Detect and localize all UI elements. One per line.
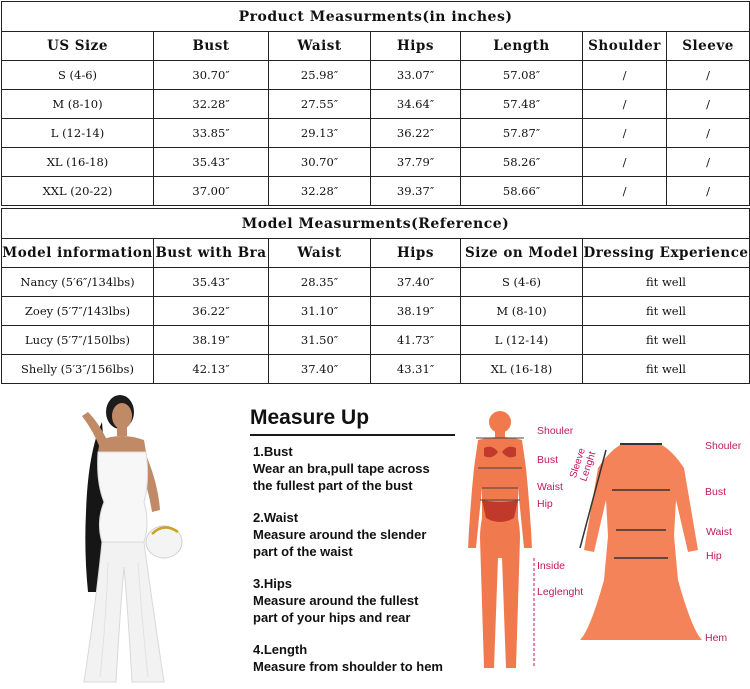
step-line: Measure around the slender — [253, 527, 427, 542]
step-waist — [253, 509, 426, 560]
column-header: US Size — [2, 32, 154, 61]
table-cell: fit well — [583, 268, 750, 297]
table-cell: 57.48″ — [461, 90, 583, 119]
dress-label-hip: Hip — [706, 550, 722, 562]
table-row — [2, 119, 750, 148]
table-row — [2, 297, 750, 326]
table-cell: 37.40″ — [371, 268, 461, 297]
body-figure-icon — [460, 408, 540, 678]
table-cell: Zoey (5′7″/143lbs) — [2, 297, 154, 326]
model-photo — [48, 392, 198, 687]
table-cell: 30.70″ — [154, 61, 269, 90]
step-heading: 4.Length — [253, 642, 308, 657]
table-cell: 33.85″ — [154, 119, 269, 148]
table-cell: 38.19″ — [154, 326, 269, 355]
table-cell: 35.43″ — [154, 148, 269, 177]
step-length — [253, 641, 443, 675]
table-cell: 31.10″ — [269, 297, 371, 326]
column-header: Waist — [269, 32, 371, 61]
table-cell: / — [583, 119, 667, 148]
body-label-inside: Inside — [537, 560, 566, 572]
table-row — [2, 326, 750, 355]
table-row — [2, 177, 750, 206]
body-label-shoulder: Shouler — [537, 425, 574, 437]
table-cell: XL (16-18) — [2, 148, 154, 177]
column-header: Hips — [371, 32, 461, 61]
dress-label-waist: Waist — [706, 526, 732, 538]
column-header: Size on Model — [461, 239, 583, 268]
dress-label-shoulder: Shouler — [705, 440, 742, 452]
table-cell: 36.22″ — [154, 297, 269, 326]
column-header: Hips — [371, 239, 461, 268]
table-cell: 43.31″ — [371, 355, 461, 384]
step-hips — [253, 575, 418, 626]
column-header: Model information — [2, 239, 154, 268]
body-label-hip: Hip — [537, 498, 553, 510]
table-cell: 36.22″ — [371, 119, 461, 148]
column-header: Bust — [154, 32, 269, 61]
table-cell: 25.98″ — [269, 61, 371, 90]
table-cell: 32.28″ — [154, 90, 269, 119]
table-cell: 58.26″ — [461, 148, 583, 177]
model-measurements-table — [1, 208, 750, 384]
table-row — [2, 148, 750, 177]
model-header-row — [2, 239, 750, 268]
table-cell: 31.50″ — [269, 326, 371, 355]
step-bust — [253, 443, 430, 494]
table-cell: L (12-14) — [2, 119, 154, 148]
table-cell: / — [583, 177, 667, 206]
dress-label-bust: Bust — [705, 486, 727, 498]
table-cell: 57.87″ — [461, 119, 583, 148]
table-cell: fit well — [583, 326, 750, 355]
product-table-title: Product Measurments(in inches) — [2, 2, 750, 32]
table-cell: M (8-10) — [461, 297, 583, 326]
table-cell: fit well — [583, 355, 750, 384]
step-line: Wear an bra,pull tape across — [253, 461, 430, 476]
table-cell: M (8-10) — [2, 90, 154, 119]
body-label-bust: Bust — [537, 454, 559, 466]
table-row — [2, 61, 750, 90]
column-header: Length — [461, 32, 583, 61]
table-cell: 37.79″ — [371, 148, 461, 177]
step-heading: 3.Hips — [253, 576, 293, 591]
column-header: Waist — [269, 239, 371, 268]
table-cell: / — [667, 177, 750, 206]
title-underline — [250, 434, 455, 436]
model-table-title: Model Measurments(Reference) — [2, 209, 750, 239]
table-cell: S (4-6) — [2, 61, 154, 90]
step-line: Measure from shoulder to hem — [253, 659, 443, 674]
table-cell: XXL (20-22) — [2, 177, 154, 206]
table-cell: Nancy (5′6″/134lbs) — [2, 268, 154, 297]
table-cell: 29.13″ — [269, 119, 371, 148]
step-line: Measure around the fullest — [253, 593, 419, 608]
step-line: part of the waist — [253, 544, 353, 559]
table-cell: 30.70″ — [269, 148, 371, 177]
table-cell: 38.19″ — [371, 297, 461, 326]
table-cell: S (4-6) — [461, 268, 583, 297]
step-line: part of your hips and rear — [253, 610, 411, 625]
dress-label-sleeve: Sleeve Lenght — [568, 446, 599, 483]
table-row — [2, 90, 750, 119]
table-cell: / — [583, 61, 667, 90]
table-cell: 33.07″ — [371, 61, 461, 90]
table-cell: 37.00″ — [154, 177, 269, 206]
column-header: Shoulder — [583, 32, 667, 61]
step-heading: 2.Waist — [253, 510, 299, 525]
measure-up-title: Measure Up — [250, 406, 370, 429]
table-cell: fit well — [583, 297, 750, 326]
measure-guide — [0, 388, 750, 689]
table-row — [2, 268, 750, 297]
table-cell: Shelly (5′3″/156lbs) — [2, 355, 154, 384]
table-cell: / — [667, 90, 750, 119]
body-label-leglength: Leglenght — [537, 586, 584, 598]
table-cell: L (12-14) — [461, 326, 583, 355]
column-header: Bust with Bra — [154, 239, 269, 268]
table-cell: 28.35″ — [269, 268, 371, 297]
table-cell: 42.13″ — [154, 355, 269, 384]
table-cell: / — [667, 119, 750, 148]
product-header-row — [2, 32, 750, 61]
column-header: Dressing Experience — [583, 239, 750, 268]
table-row — [2, 355, 750, 384]
table-cell: Lucy (5′7″/150lbs) — [2, 326, 154, 355]
table-cell: XL (16-18) — [461, 355, 583, 384]
table-cell: / — [667, 61, 750, 90]
column-header: Sleeve — [667, 32, 750, 61]
body-label-waist: Waist — [537, 481, 563, 493]
product-measurements-table — [1, 1, 750, 206]
table-cell: / — [583, 148, 667, 177]
step-line: the fullest part of the bust — [253, 478, 413, 493]
table-cell: 58.66″ — [461, 177, 583, 206]
table-cell: 41.73″ — [371, 326, 461, 355]
table-cell: 39.37″ — [371, 177, 461, 206]
table-cell: 37.40″ — [269, 355, 371, 384]
table-cell: / — [667, 148, 750, 177]
step-heading: 1.Bust — [253, 444, 293, 459]
table-cell: 32.28″ — [269, 177, 371, 206]
dress-label-hem: Hem — [705, 632, 728, 644]
table-cell: / — [583, 90, 667, 119]
table-cell: 57.08″ — [461, 61, 583, 90]
table-cell: 27.55″ — [269, 90, 371, 119]
table-cell: 35.43″ — [154, 268, 269, 297]
table-cell: 34.64″ — [371, 90, 461, 119]
dress-icon — [576, 440, 706, 650]
